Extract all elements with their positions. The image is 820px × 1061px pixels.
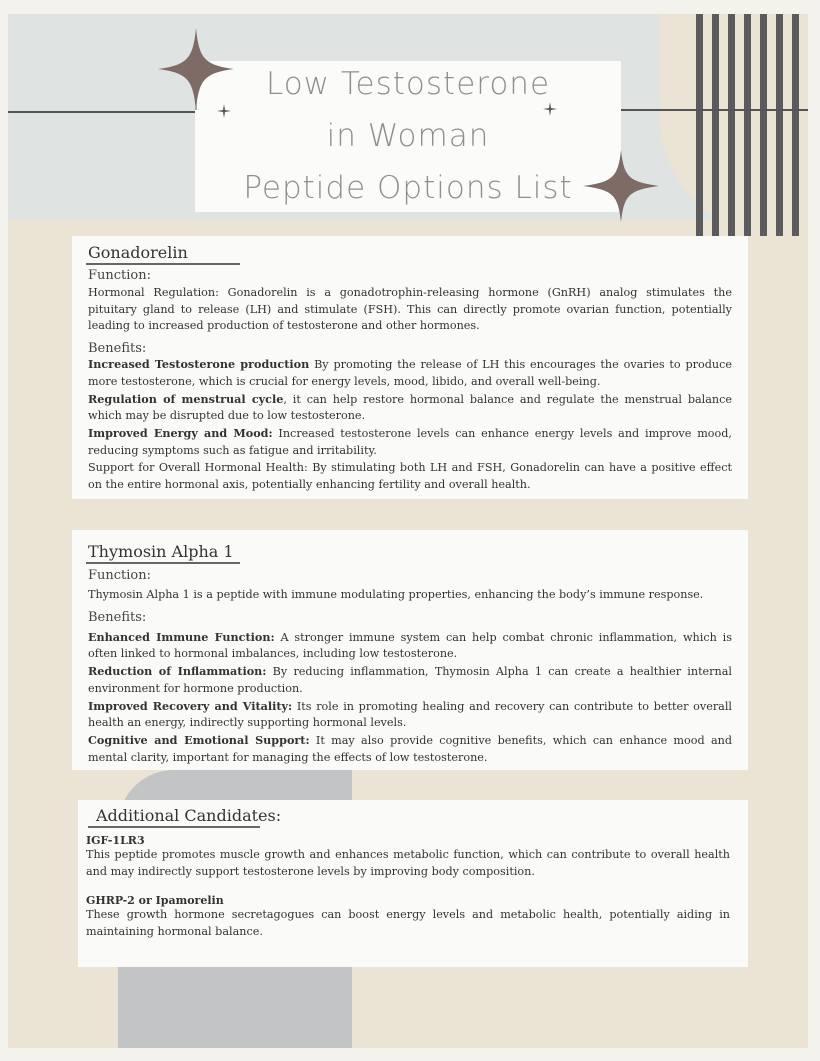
title-line-1: Low Testosterone — [265, 66, 551, 102]
benefit-text: A stronger immune system can help combat chronic inflammation, which is often linked to hormonal imbalances, including low testosterone. — [88, 630, 732, 661]
benefit-text: By reducing inflammation, Thymosin Alpha 1 can create a healthier internal environment for hormone production. — [88, 665, 732, 695]
benefit-item — [88, 391, 732, 425]
benefit-item — [88, 732, 732, 766]
function-label: Function: — [88, 568, 152, 583]
benefits-label: Benefits: — [88, 609, 147, 625]
benefit-title: Enhanced Immune Function: — [88, 629, 275, 644]
benefit-title: Cognitive and Emotional Support: — [88, 732, 310, 747]
benefit-item — [88, 356, 732, 390]
gonadorelin-card — [72, 236, 748, 499]
benefit-title: Increased Testosterone production — [88, 357, 310, 372]
benefit-text: , it can help restore hormonal balance and regulate the menstrual balance which may be disrupted due to low testosterone. — [88, 392, 733, 423]
section-heading-gonadorelin: Gonadorelin — [88, 243, 188, 262]
benefits-label: Benefits: — [88, 341, 147, 357]
candidate-text: These growth hormone secretagogues can boost energy levels and metabolic health, potentially aiding in maintaining hormonal balance. — [86, 908, 730, 939]
benefit-text: Support for Overall Hormonal Health: By stimulating both LH and FSH, Gonadorelin can have a positive effect on the entire hormonal axis, potentially enhancing fertility and overall health. — [88, 461, 732, 492]
benefit-text: It may also provide cognitive benefits, which can enhance mood and mental clarity, important for managing the effects of low testosterone. — [88, 733, 732, 764]
benefit-title: Improved Recovery and Vitality: — [88, 698, 293, 713]
heading-underline — [88, 826, 260, 828]
vertical-stripes-decoration — [696, 14, 806, 236]
function-text: Hormonal Regulation: Gonadorelin is a gonadotrophin-releasing hormone (GnRH) analog stimulates the pituitary gland to release (LH) and stimulate (FSH). This can directly promote ovarian function, potentially leading to increased production of testosterone and other hormones. — [88, 286, 732, 333]
function-label: Function: — [88, 268, 152, 283]
benefit-text: Its role in promoting healing and recovery can contribute to better overall health an energy, indirectly supporting hormonal levels. — [88, 699, 732, 730]
benefit-title: Improved Energy and Mood: — [88, 425, 273, 440]
benefit-item — [88, 663, 732, 697]
benefit-title: Regulation of menstrual cycle — [88, 391, 284, 406]
benefit-text: Increased testosterone levels can enhance energy levels and improve mood, reducing symptoms such as fatigue and irritability. — [88, 426, 732, 457]
benefit-text: By promoting the release of LH this encourages the ovaries to produce more testosterone, which is crucial for energy levels, mood, libido, and overall well-being. — [88, 358, 732, 388]
benefit-item — [88, 459, 732, 493]
title-line-3: Peptide Options List — [243, 170, 573, 206]
sparkle-star-icon — [158, 28, 234, 110]
title-line-2: in Woman — [326, 118, 490, 154]
page-title — [195, 58, 621, 214]
candidate-name: GHRP-2 or Ipamorelin — [86, 894, 224, 908]
thymosin-card — [72, 530, 748, 770]
benefit-item — [88, 698, 732, 732]
section-heading-thymosin: Thymosin Alpha 1 — [88, 542, 234, 561]
additional-candidates-card — [78, 800, 748, 967]
function-text: Thymosin Alpha 1 is a peptide with immune modulating properties, enhancing the body’s immune response. — [88, 588, 704, 601]
benefit-title: Reduction of Inflammation: — [88, 664, 267, 679]
section-heading-additional: Additional Candidates: — [96, 806, 282, 825]
benefit-item — [88, 629, 732, 663]
heading-underline — [86, 263, 240, 265]
sparkle-star-icon — [583, 150, 659, 222]
heading-underline — [86, 562, 240, 564]
candidate-name: IGF-1LR3 — [86, 834, 145, 847]
small-sparkle-icon — [543, 102, 557, 116]
small-sparkle-icon — [217, 104, 231, 118]
benefit-item — [88, 425, 732, 459]
candidate-text: This peptide promotes muscle growth and enhances metabolic function, which can contribute to overall health and may indirectly support testosterone levels by improving body composition. — [86, 848, 730, 878]
